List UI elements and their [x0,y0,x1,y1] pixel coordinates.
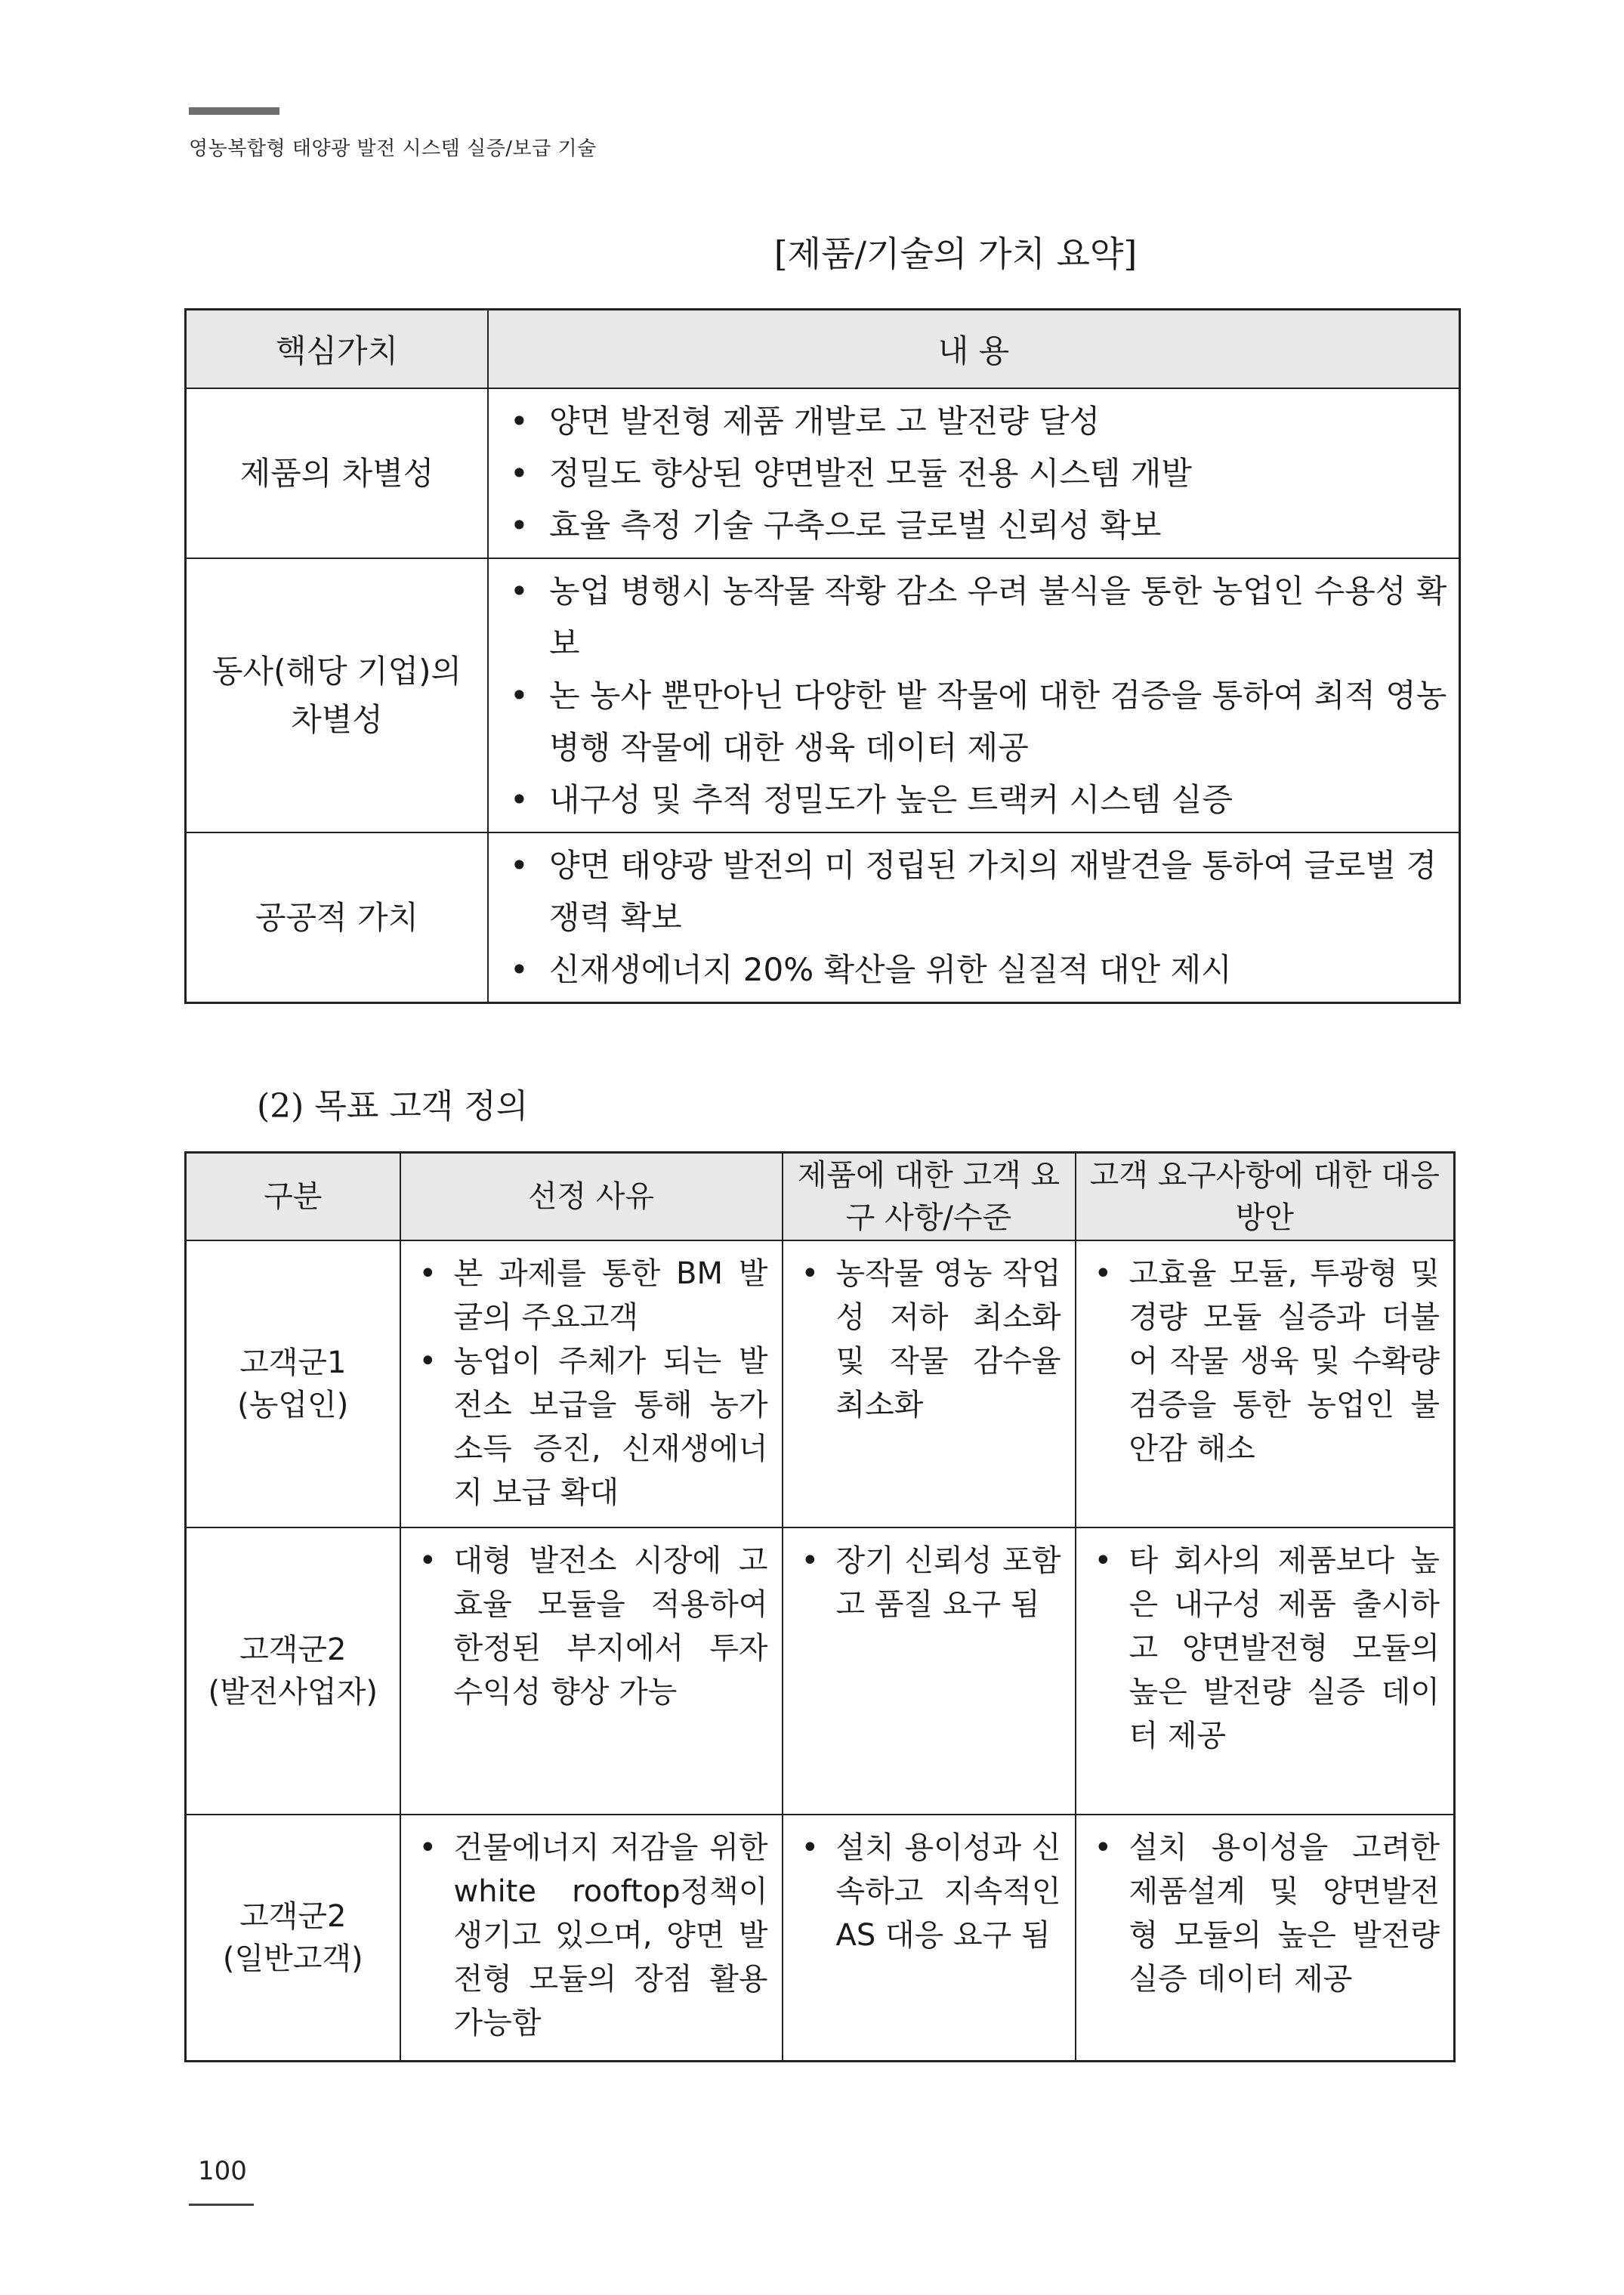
running-title: 영농복합형 태양광 발전 시스템 실증/보급 기술 [189,137,597,160]
list-item: • 건물에너지 저감을 위한 white rooftop정책이 생기고 있으며, 양면 발전형 모듈의 장점 활용 가능함 [419,1826,768,2045]
reason-cell [400,1815,783,2061]
column-header-reason: 선정 사유 [400,1153,783,1241]
column-header-category: 구분 [186,1153,400,1241]
target-customer-table [184,1151,1456,2062]
footer-rule [189,2204,254,2206]
column-header-core-value: 핵심가치 [186,310,489,389]
list-item: • 정밀도 향상된 양면발전 모듈 전용 시스템 개발 [510,447,1450,499]
list-item: • 내구성 및 추적 정밀도가 높은 트랙커 시스템 실증 [510,774,1450,826]
list-item: • 신재생에너지 20% 확산을 위한 실질적 대안 제시 [510,944,1450,996]
row-content [488,558,1460,832]
column-header-content: 내 용 [488,310,1460,389]
reason-cell [400,1527,783,1815]
row-key: 동사(해당 기업)의 차별성 [186,558,489,832]
customer-group [186,1527,400,1815]
row-key: 제품의 차별성 [186,388,489,558]
requirement-cell [783,1815,1076,2061]
customer-group [186,1240,400,1527]
page-number: 100 [198,2156,247,2186]
value-summary-table [184,308,1461,1004]
table-row [186,1527,1455,1815]
list-item: • 설치 용이성을 고려한 제품설계 및 양면발전형 모듈의 높은 발전량 실증 데이터 제공 [1095,1826,1440,2001]
customer-group-name: 고객군1 [239,1345,347,1380]
table-row [186,1240,1455,1527]
table-row [186,558,1460,832]
list-item: • 농작물 영농 작업성 저하 최소화 및 작물 감수율 최소화 [801,1252,1061,1427]
list-item: • 고효율 모듈, 투광형 및 경량 모듈 실증과 더불어 작물 생육 및 수확량 검증을 통한 농업인 불안감 해소 [1095,1252,1440,1471]
customer-group-name: 고객군2 [239,1898,347,1934]
column-header-response: 고객 요구사항에 대한 대응방안 [1076,1153,1455,1241]
column-header-requirement: 제품에 대한 고객 요구 사항/수준 [783,1153,1076,1241]
response-cell [1076,1815,1455,2061]
row-key: 공공적 가치 [186,832,489,1003]
reason-cell [400,1240,783,1527]
table-header-row [186,310,1460,389]
section-heading: (2) 목표 고객 정의 [257,1087,529,1126]
list-item: • 양면 태양광 발전의 미 정립된 가치의 재발견을 통하여 글로벌 경쟁력 확보 [510,839,1450,944]
row-content [488,388,1460,558]
list-item: • 본 과제를 통한 BM 발굴의 주요고객 [419,1252,768,1339]
table-row [186,1815,1455,2061]
list-item: • 설치 용이성과 신속하고 지속적인 AS 대응 요구 됨 [801,1826,1061,1957]
list-item: • 농업이 주체가 되는 발전소 보급을 통해 농가소득 증진, 신재생에너지 보급 확대 [419,1339,768,1515]
table-header-row [186,1153,1455,1241]
list-item: • 타 회사의 제품보다 높은 내구성 제품 출시하고 양면발전형 모듈의 높은 발전량 실증 데이터 제공 [1095,1539,1440,1758]
list-item: • 대형 발전소 시장에 고효율 모듈을 적용하여 한정된 부지에서 투자 수익성 향상 가능 [419,1539,768,1714]
list-item: • 양면 발전형 제품 개발로 고 발전량 달성 [510,395,1450,447]
customer-group [186,1815,400,2061]
header-rule [189,107,279,115]
list-item: • 장기 신뢰성 포함 고 품질 요구 됨 [801,1539,1061,1626]
table-row [186,832,1460,1003]
response-cell [1076,1240,1455,1527]
customer-group-sub: (농업인) [237,1388,349,1422]
response-cell [1076,1527,1455,1815]
table-row [186,388,1460,558]
row-content [488,832,1460,1003]
customer-group-sub: (일반고객) [222,1941,363,1976]
value-table-caption: [제품/기술의 가치 요약] [773,233,1138,274]
list-item: • 논 농사 뿐만아닌 다양한 밭 작물에 대한 검증을 통하여 최적 영농병행 작물에 대한 생육 데이터 제공 [510,669,1450,774]
requirement-cell [783,1240,1076,1527]
list-item: • 농업 병행시 농작물 작황 감소 우려 불식을 통한 농업인 수용성 확보 [510,565,1450,669]
list-item: • 효율 측정 기술 구축으로 글로벌 신뢰성 확보 [510,499,1450,551]
requirement-cell [783,1527,1076,1815]
customer-group-name: 고객군2 [239,1632,347,1667]
customer-group-sub: (발전사업자) [208,1675,378,1710]
